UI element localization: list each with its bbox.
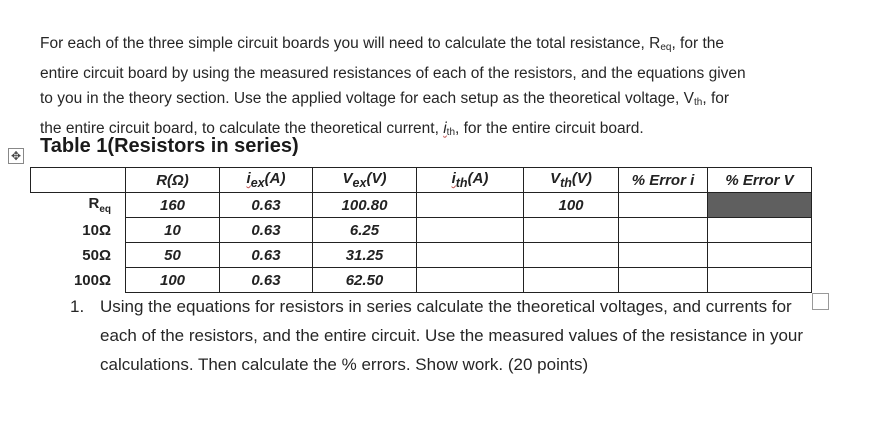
table-row-50ohm: [31, 243, 812, 268]
intro-line-4: the entire circuit board, to calculate the theoretical current, $i_{th}$, for the entire circuit board.: [40, 119, 644, 138]
question-1: [70, 292, 830, 379]
cell-vth[interactable]: 100: [524, 193, 619, 218]
cell-ith[interactable]: [417, 268, 524, 293]
table-header-row: [31, 168, 812, 193]
row-label: 100Ω: [73, 271, 111, 289]
cell-r[interactable]: 10: [126, 218, 220, 243]
cell-error-v[interactable]: [708, 268, 812, 293]
cell-error-v[interactable]: [708, 218, 812, 243]
row-label: 10Ω: [82, 221, 111, 239]
table-title: Table 1(Resistors in series): [40, 135, 299, 157]
question-number: 1.: [70, 297, 85, 316]
header-ith: $i_{th}(A)$: [417, 168, 524, 193]
intro-paragraph: [40, 31, 830, 145]
header-vex: $V_{ex}(V)$: [313, 168, 417, 193]
cell-error-v-shaded[interactable]: [708, 193, 812, 218]
header-empty: [31, 168, 126, 193]
cell-vth[interactable]: [524, 218, 619, 243]
cell-error-i[interactable]: [619, 243, 708, 268]
row-label: 50Ω: [82, 246, 111, 264]
cell-r[interactable]: 50: [126, 243, 220, 268]
cell-error-i[interactable]: [619, 193, 708, 218]
intro-line-2: entire circuit board by using the measured resistances of each of the resistors, and the equations given: [40, 64, 746, 82]
cell-vth[interactable]: [524, 268, 619, 293]
header-error-v: % Error V: [708, 168, 812, 193]
cell-iex[interactable]: 0.63: [220, 243, 313, 268]
cell-iex[interactable]: 0.63: [220, 268, 313, 293]
intro-line-1: For each of the three simple circuit boards you will need to calculate the total resistance, $R_{eq}$, for the: [40, 35, 724, 53]
cell-r[interactable]: 100: [126, 268, 220, 293]
cell-iex[interactable]: 0.63: [220, 218, 313, 243]
header-iex: $i_{ex}(A)$: [220, 168, 313, 193]
intro-line-3: to you in the theory section. Use the applied voltage for each setup as the theoretical voltage, $V_{th}$, for: [40, 90, 730, 108]
cell-error-v[interactable]: [708, 243, 812, 268]
cell-vex[interactable]: 62.50: [313, 268, 417, 293]
resistors-table: [30, 167, 812, 293]
cell-error-i[interactable]: [619, 268, 708, 293]
cell-ith[interactable]: [417, 218, 524, 243]
table-row-100ohm: [31, 268, 812, 293]
row-label: $R_{eq}$: [88, 195, 111, 216]
move-arrows-icon[interactable]: ✥: [8, 148, 24, 164]
table-row-10ohm: [31, 218, 812, 243]
cell-vex[interactable]: 100.80: [313, 193, 417, 218]
table-row-req: [31, 193, 812, 218]
cell-vex[interactable]: 6.25: [313, 218, 417, 243]
cell-vth[interactable]: [524, 243, 619, 268]
cell-vex[interactable]: 31.25: [313, 243, 417, 268]
question-text: Using the equations for resistors in series calculate the theoretical voltages, and currents for each of the resistors, and the entire circuit. Use the measured values of the resistance in your calculations. Then calculate the % errors. Show work. (20 points): [100, 297, 804, 374]
header-r: R(Ω): [126, 168, 220, 193]
cell-ith[interactable]: [417, 193, 524, 218]
cell-r[interactable]: 160: [126, 193, 220, 218]
cell-ith[interactable]: [417, 243, 524, 268]
header-error-i: % Error i: [619, 168, 708, 193]
cell-iex[interactable]: 0.63: [220, 193, 313, 218]
header-vth: $V_{th}(V)$: [524, 168, 619, 193]
cell-error-i[interactable]: [619, 218, 708, 243]
